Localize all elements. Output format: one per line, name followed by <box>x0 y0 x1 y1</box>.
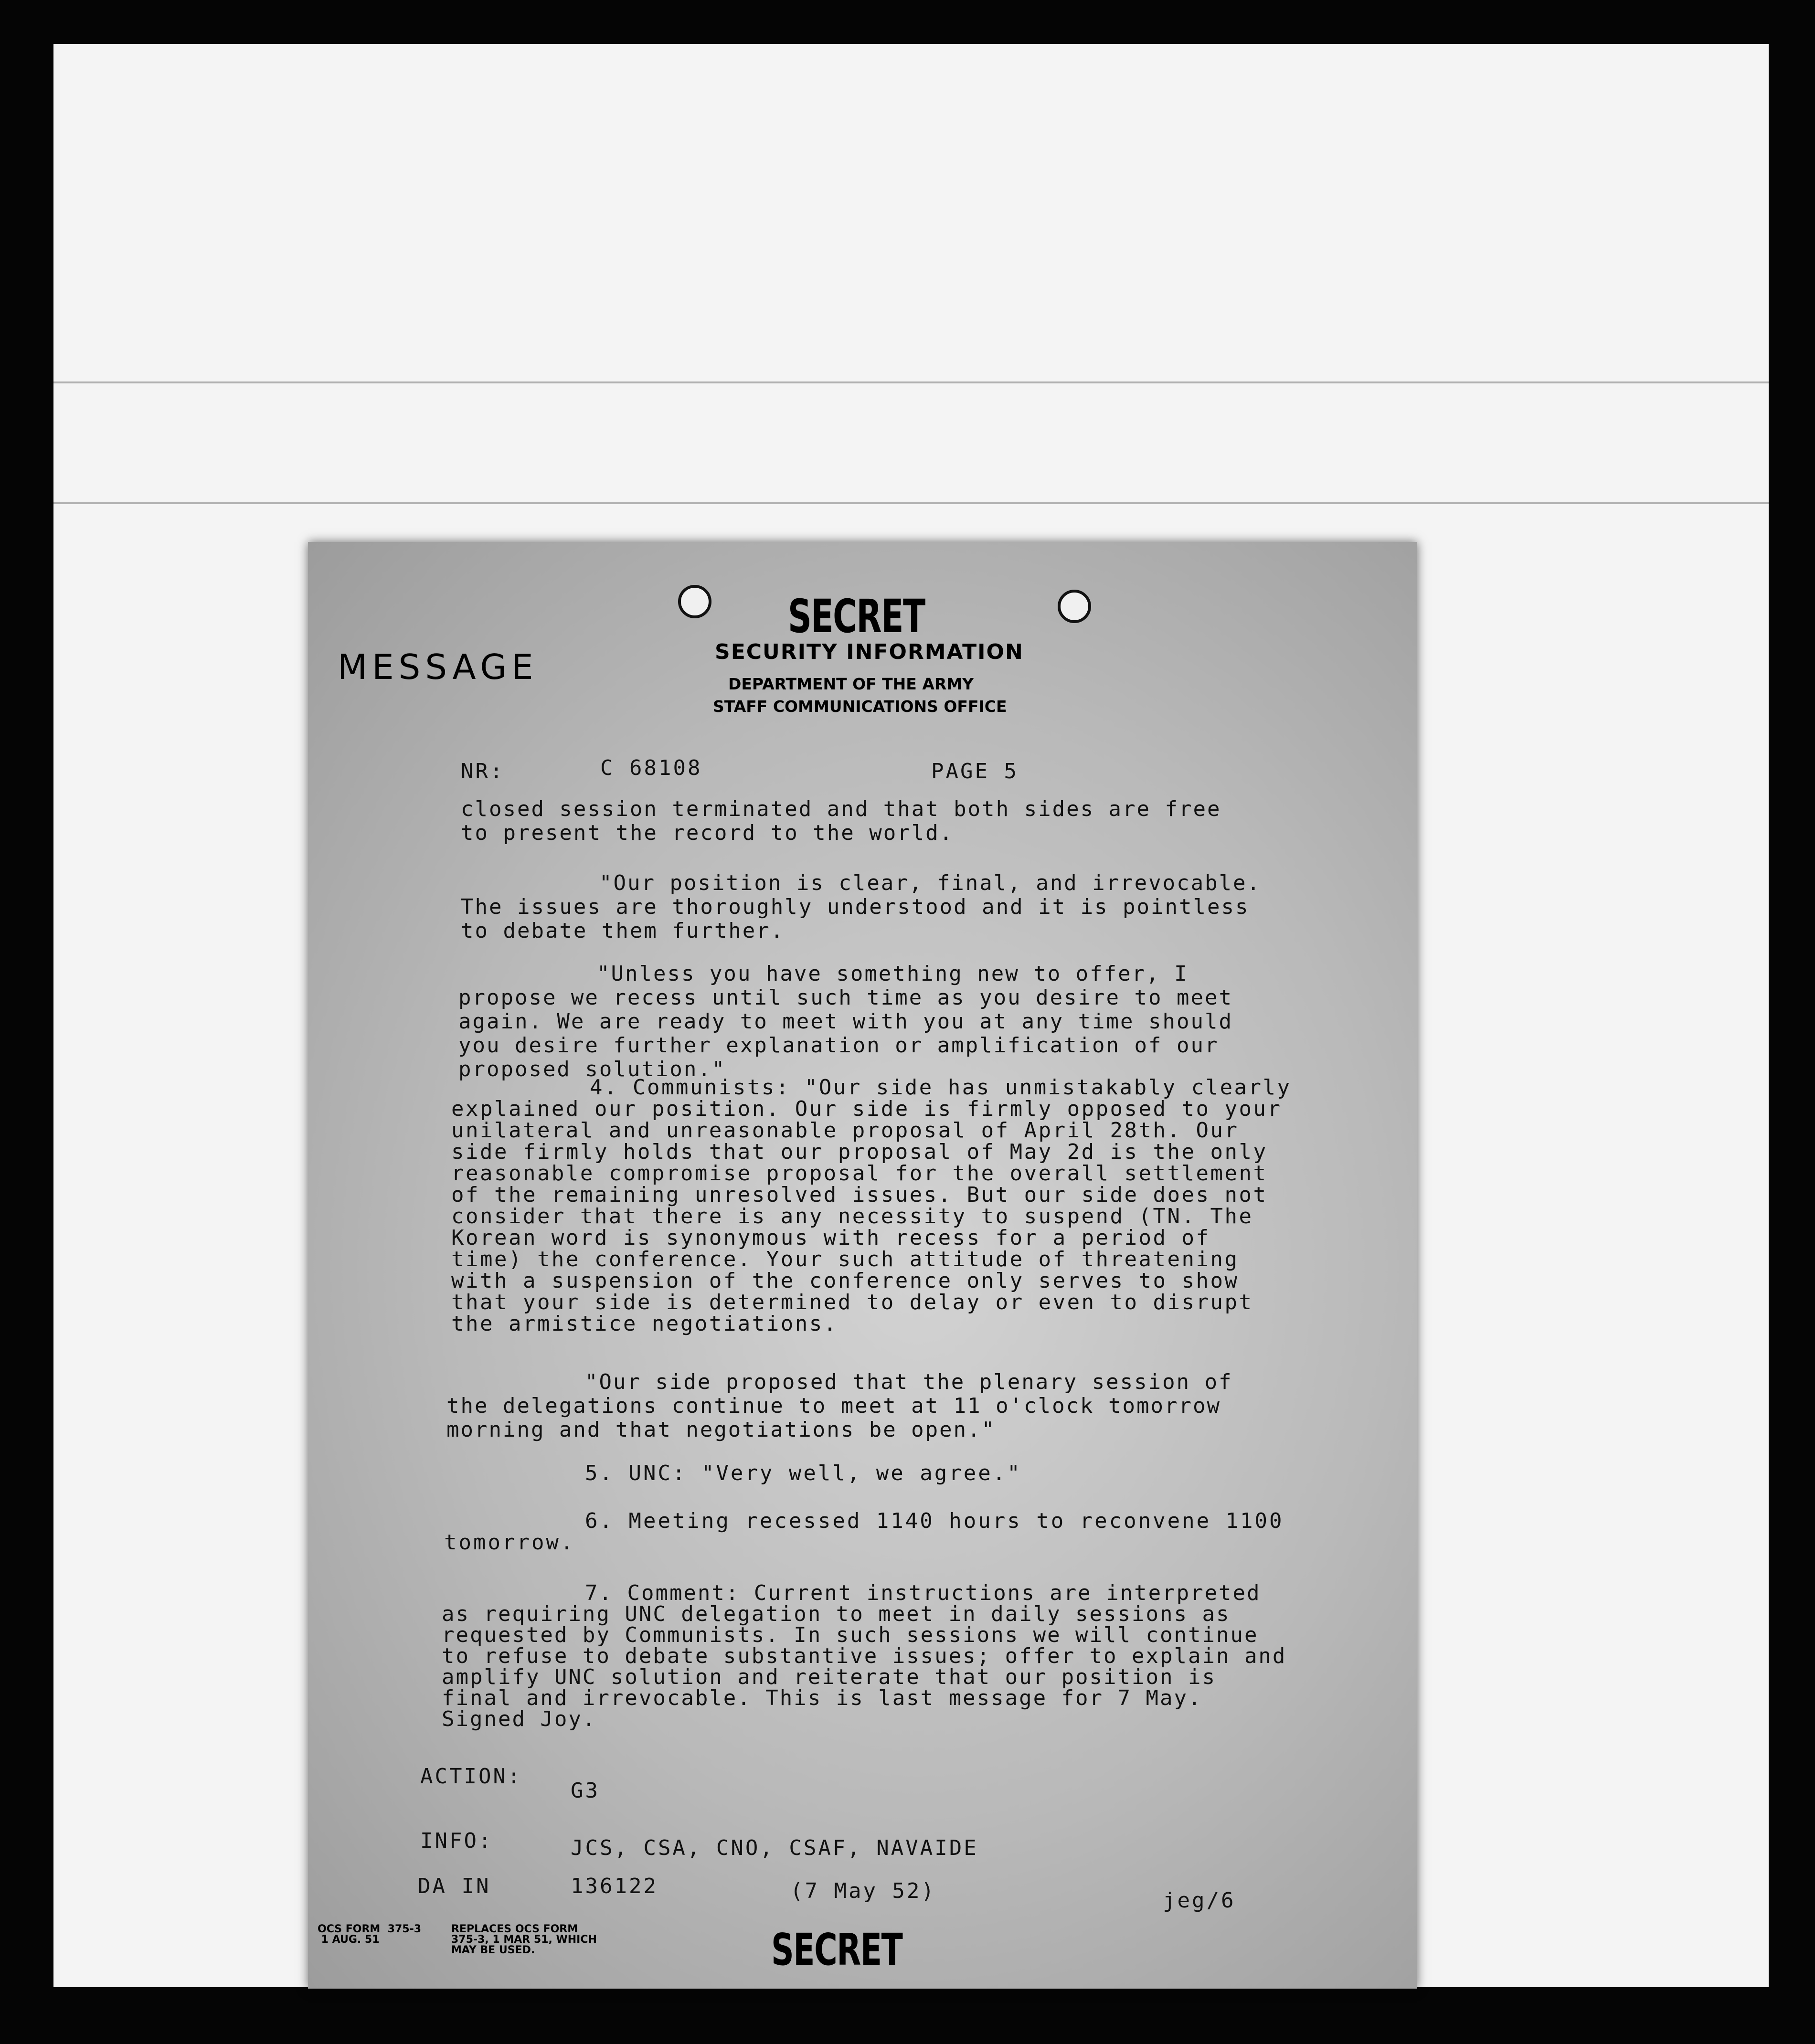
office-name: STAFF COMMUNICATIONS OFFICE <box>713 697 1007 716</box>
body-paragraph-7b: tomorrow. <box>444 1530 575 1555</box>
body-paragraph-4: 4. Communists: "Our side has unmistakably clearly explained our position. Our side is firmly opposed to your unilateral and unreasonable proposal of April 28th. Our side firmly holds that our proposal of May 2d is the only reasonable compromise proposal for the overall settlement of the remaining unresolved issues. But our side does not consider that there is any necessity to suspend (TN. The Korean word is synonymous with recess for a period of time) the conference. Your such attitude of threatening with a suspension of the conference only serves to show that your side is determined to delay or even to disrupt the armistice negotiations. <box>451 1075 1292 1336</box>
body-paragraph-3: "Unless you have something new to offer, I propose we recess until such time as you desire to meet again. We are ready to meet with you at any time should you desire further explanation or amplification of our proposed solution." <box>458 962 1233 1081</box>
body-paragraph-2: "Our position is clear, final, and irrevocable. The issues are thoroughly understood and it is pointless to debate them further. <box>461 871 1262 943</box>
security-information: SECURITY INFORMATION <box>715 640 1024 664</box>
body-paragraph-7a: 6. Meeting recessed 1140 hours to reconvene 1100 <box>585 1509 1284 1533</box>
da-in-label: DA IN <box>418 1874 491 1898</box>
classification-top: SECRET <box>788 590 925 643</box>
nr-value: C 68108 <box>600 756 702 780</box>
scan-line-top <box>53 381 1769 383</box>
reference-initials: jeg/6 <box>1163 1888 1236 1913</box>
body-paragraph-1: closed session terminated and that both sides are free to present the record to the world. <box>461 797 1221 845</box>
page-number: PAGE 5 <box>931 759 1019 784</box>
message-page <box>308 542 1417 1989</box>
nr-label: NR: <box>461 759 505 784</box>
scan-line-middle <box>53 502 1769 504</box>
body-paragraph-6: 5. UNC: "Very well, we agree." <box>585 1461 1022 1485</box>
message-date: (7 May 52) <box>790 1879 936 1903</box>
info-value: JCS, CSA, CNO, CSAF, NAVAIDE <box>571 1836 978 1860</box>
punch-hole-left <box>678 585 711 618</box>
classification-bottom: SECRET <box>771 1924 902 1975</box>
action-value: G3 <box>571 1779 600 1803</box>
da-in-value: 136122 <box>571 1874 658 1898</box>
action-label: ACTION: <box>420 1764 522 1789</box>
punch-hole-right <box>1058 590 1091 623</box>
body-paragraph-5: "Our side proposed that the plenary session of the delegations continue to meet at 11 o'clock tomorrow morning and that negotiations be open." <box>446 1370 1233 1442</box>
info-label: INFO: <box>420 1829 493 1853</box>
body-paragraph-8: 7. Comment: Current instructions are interpreted as requiring UNC delegation to meet in daily sessions as requested by Communists. In such sessions we will continue to refuse to debate substantive issues; offer to explain and amplify UNC solution and reiterate that our position is final and irrevocable. This is last message for 7 May. Signed Joy. <box>442 1581 1287 1731</box>
form-title: MESSAGE <box>338 647 538 687</box>
form-number: OCS FORM 375-3 1 AUG. 51 <box>318 1923 422 1946</box>
form-replaces-note: REPLACES OCS FORM 375-3, 1 MAR 51, WHICH MAY BE USED. <box>451 1923 597 1956</box>
department-name: DEPARTMENT OF THE ARMY <box>728 675 974 693</box>
